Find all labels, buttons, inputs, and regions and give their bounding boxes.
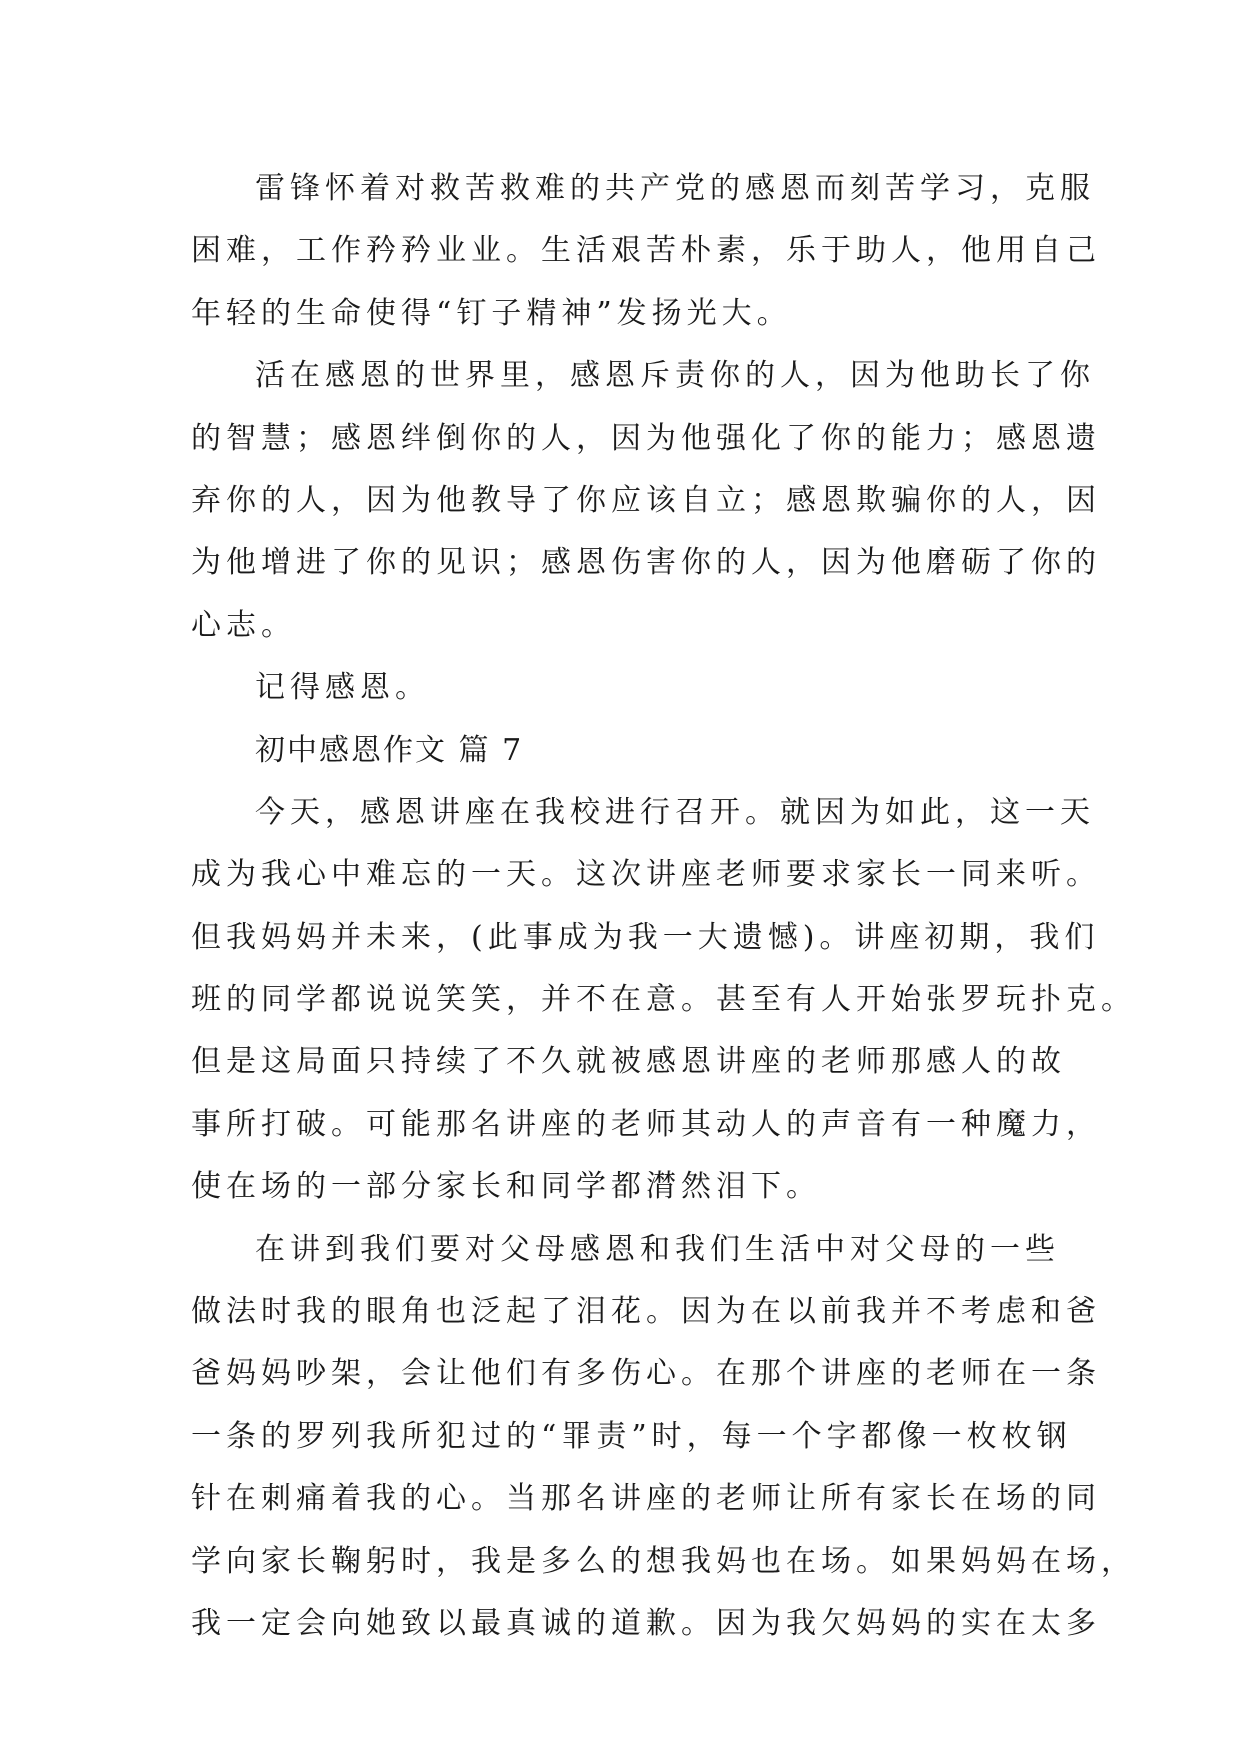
- section-heading: 初中感恩作文 篇 7: [255, 732, 524, 768]
- paragraph-line: 一条的罗列我所犯过的“罪责”时，每一个字都像一枚枚钢: [191, 1418, 1072, 1454]
- paragraph-line: 困难，工作矜矜业业。生活艰苦朴素，乐于助人，他用自己: [191, 233, 1101, 269]
- paragraph-line: 学向家长鞠躬时，我是多么的想我妈也在场。如果妈妈在场，: [191, 1543, 1136, 1579]
- paragraph-line: 针在刺痛着我的心。当那名讲座的老师让所有家长在场的同: [191, 1481, 1101, 1517]
- paragraph-line: 今天，感恩讲座在我校进行召开。就因为如此，这一天: [255, 794, 1095, 830]
- paragraph-line: 爸妈妈吵架，会让他们有多伤心。在那个讲座的老师在一条: [191, 1356, 1101, 1392]
- paragraph-line: 的智慧；感恩绊倒你的人，因为他强化了你的能力；感恩遗: [191, 420, 1101, 456]
- paragraph-line: 弃你的人，因为他教导了你应该自立；感恩欺骗你的人，因: [191, 482, 1101, 518]
- paragraph-line: 活在感恩的世界里，感恩斥责你的人，因为他助长了你: [255, 358, 1095, 394]
- paragraph-line: 但我妈妈并未来，(此事成为我一大遗憾)。讲座初期，我们: [191, 919, 1100, 955]
- paragraph-line: 班的同学都说说笑笑，并不在意。甚至有人开始张罗玩扑克。: [191, 982, 1136, 1018]
- paragraph-line: 做法时我的眼角也泛起了泪花。因为在以前我并不考虑和爸: [191, 1294, 1101, 1330]
- paragraph-line: 年轻的生命使得“钉子精神”发扬光大。: [191, 295, 792, 331]
- paragraph-line: 雷锋怀着对救苦救难的共产党的感恩而刻苦学习，克服: [255, 171, 1095, 206]
- paragraph-line: 使在场的一部分家长和同学都潸然泪下。: [191, 1169, 821, 1205]
- document-body: [191, 158, 1136, 1655]
- paragraph-line: 在讲到我们要对父母感恩和我们生活中对父母的一些: [255, 1231, 1060, 1267]
- paragraph-line: 成为我心中难忘的一天。这次讲座老师要求家长一同来听。: [191, 857, 1101, 893]
- paragraph-line: 记得感恩。: [255, 670, 430, 706]
- paragraph-line: 心志。: [191, 607, 296, 643]
- paragraph-line: 为他增进了你的见识；感恩伤害你的人，因为他磨砺了你的: [191, 545, 1101, 581]
- paragraph-line: 但是这局面只持续了不久就被感恩讲座的老师那感人的故: [191, 1044, 1066, 1080]
- paragraph-line: 我一定会向她致以最真诚的道歉。因为我欠妈妈的实在太多: [191, 1605, 1101, 1641]
- paragraph-line: 事所打破。可能那名讲座的老师其动人的声音有一种魔力，: [191, 1106, 1101, 1142]
